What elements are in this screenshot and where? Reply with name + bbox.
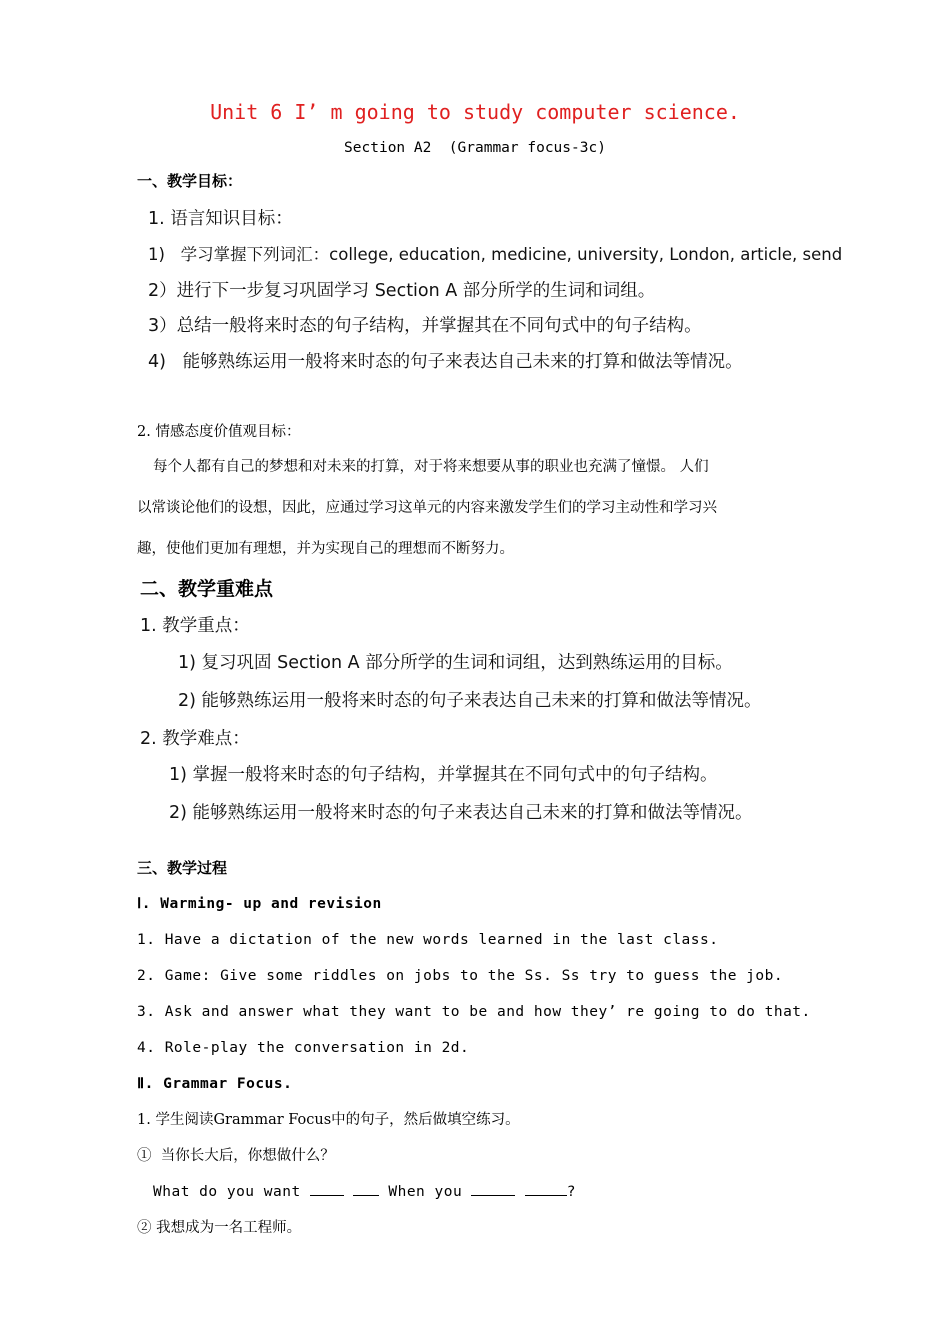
key-point-1: 1) 复习巩固 Section A 部分所学的生词和词组，达到熟练运用的目标。 <box>178 653 733 673</box>
question-2-chinese: ② 我想成为一名工程师。 <box>137 1220 302 1236</box>
blank-3[interactable] <box>471 1194 515 1196</box>
step-role-play: 4. Role-play the conversation in 2d. <box>137 1040 470 1056</box>
question-1-part-b: When you <box>379 1184 472 1200</box>
paragraph-line-2: 以常谈论他们的设想，因此，应通过学习这单元的内容来激发学生们的学习主动性和学习兴 <box>137 500 717 516</box>
heading-language-knowledge: 1. 语言知识目标： <box>148 209 293 229</box>
question-1-english <box>153 1185 576 1200</box>
heading-teaching-goals: 一、教学目标： <box>137 172 243 190</box>
step-dictation: 1. Have a dictation of the new words learned in the last class. <box>137 932 719 948</box>
difficult-point-1: 1) 掌握一般将来时态的句子结构，并掌握其在不同句式中的句子结构。 <box>169 765 718 785</box>
key-point-2: 2) 能够熟练运用一般将来时态的句子来表达自己未来的打算和做法等情况。 <box>178 691 762 711</box>
question-1-part-c: ? <box>566 1184 576 1200</box>
heading-teaching-process: 三、教学过程 <box>137 859 228 877</box>
heading-key-points: 1. 教学重点： <box>140 616 250 636</box>
instruction-fill-blank: 1. 学生阅读Grammar Focus中的句子，然后做填空练习。 <box>137 1112 520 1128</box>
section-subtitle: Section A2 (Grammar focus-3c) <box>344 140 606 156</box>
goal-item-review: 2）进行下一步复习巩固学习 Section A 部分所学的生词和词组。 <box>148 281 656 301</box>
blank-1[interactable] <box>310 1194 344 1196</box>
blank-4[interactable] <box>525 1194 567 1196</box>
question-1-chinese: ① 当你长大后，你想做什么？ <box>137 1148 335 1164</box>
heading-difficult-points: 2. 教学难点： <box>140 729 250 749</box>
goal-item-summarize: 3）总结一般将来时态的句子结构，并掌握其在不同句式中的句子结构。 <box>148 316 702 336</box>
paragraph-line-1: 每个人都有自己的梦想和对未来的打算，对于将来想要从事的职业也充满了憧憬。 人们 <box>153 459 709 475</box>
heading-emotional-goals: 2. 情感态度价值观目标： <box>137 424 301 440</box>
step-game: 2. Game: Give some riddles on jobs to the Ss. Ss try to guess the job. <box>137 968 784 984</box>
document-title: Unit 6 I’ m going to study computer science. <box>210 100 740 124</box>
goal-item-apply: 4) 能够熟练运用一般将来时态的句子来表达自己未来的打算和做法等情况。 <box>148 352 743 372</box>
heading-key-difficult-points: 二、教学重难点 <box>140 578 274 600</box>
paragraph-line-3: 趣，使他们更加有理想，并为实现自己的理想而不断努力。 <box>137 541 514 557</box>
difficult-point-2: 2) 能够熟练运用一般将来时态的句子来表达自己未来的打算和做法等情况。 <box>169 803 753 823</box>
heading-warming-up: Ⅰ. Warming- up and revision <box>137 896 382 912</box>
heading-grammar-focus: Ⅱ. Grammar Focus. <box>137 1076 293 1092</box>
question-1-part-a: What do you want <box>153 1184 310 1200</box>
goal-item-vocabulary: 1) 学习掌握下列词汇：college, education, medicine, university, London, article, send <box>148 245 843 264</box>
blank-2[interactable] <box>353 1194 379 1196</box>
step-ask-answer: 3. Ask and answer what they want to be and how they’ re going to do that. <box>137 1004 811 1020</box>
